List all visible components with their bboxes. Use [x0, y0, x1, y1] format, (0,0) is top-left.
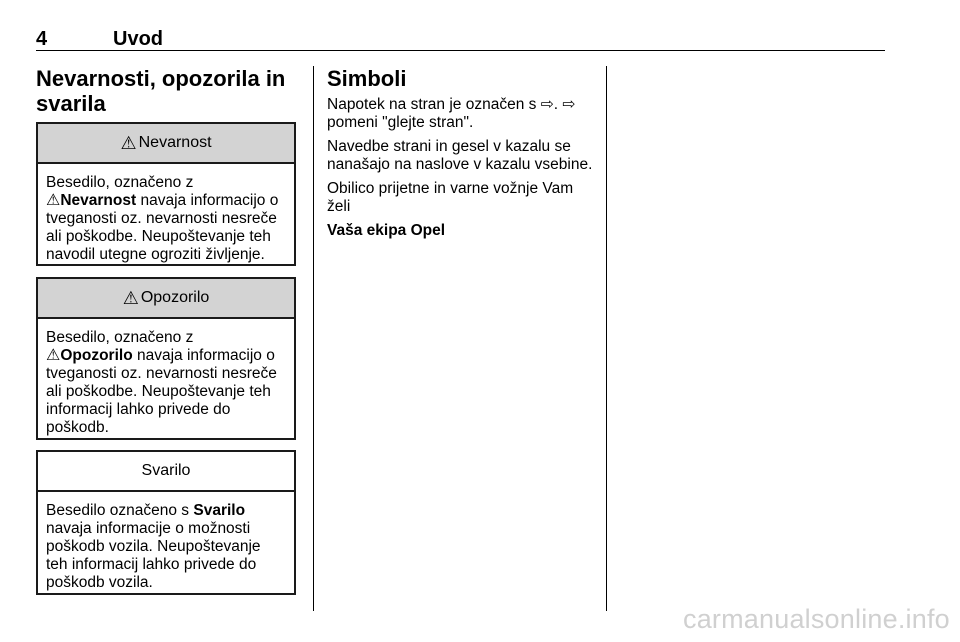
watermark: carmanualsonline.info	[683, 604, 950, 634]
notice-warning-prefix: Besedilo, označeno z	[46, 329, 194, 346]
symbols-paragraph-3: Obilico prijetne in varne vožnje Vam želi	[327, 180, 574, 215]
notice-danger-text: navaja informacijo o tveganosti oz. nevarnosti nesreče ali poškodbe. Neupoštevanje teh navodil utegne ogroziti življenje.	[46, 192, 279, 263]
symbols-text-b: .	[553, 96, 559, 113]
symbols-text-c: pomeni "glejte stran".	[327, 114, 474, 131]
symbols-text-a: Napotek na stran je označen s	[327, 96, 537, 113]
warning-triangle-icon: ⚠	[122, 287, 139, 308]
column-divider	[313, 66, 314, 611]
page-reference-icon: ⇨	[540, 96, 554, 113]
notice-warning-body	[38, 319, 294, 445]
notice-caution-text: navaja informacije o možnosti poškodb vozila. Neupoštevanje teh informacij lahko privede do poškodb vozila.	[46, 520, 261, 591]
chapter-title: Uvod	[113, 28, 163, 50]
notice-warning-header	[38, 279, 294, 319]
notice-caution-prefix: Besedilo označeno s	[46, 502, 190, 519]
notice-warning-text: navaja informacijo o tveganosti oz. nevarnosti nesreče ali poškodbe. Neupoštevanje teh informacij lahko privede do poškodb.	[46, 347, 277, 436]
warning-triangle-icon: ⚠	[46, 192, 61, 209]
notice-warning-title: Opozorilo	[140, 289, 210, 306]
column-divider	[606, 66, 607, 611]
notice-caution	[36, 450, 296, 595]
symbols-section	[327, 66, 595, 246]
notice-danger	[36, 122, 296, 266]
notice-danger-keyword: Nevarnost	[60, 192, 137, 209]
notice-caution-keyword: Svarilo	[193, 502, 246, 519]
notice-caution-title: Svarilo	[141, 462, 191, 479]
warning-triangle-icon: ⚠	[46, 347, 61, 364]
notice-caution-header	[38, 452, 294, 492]
symbols-title: Simboli	[327, 66, 407, 91]
warning-triangle-icon: ⚠	[120, 132, 137, 153]
notice-warning	[36, 277, 296, 440]
page-number: 4	[36, 28, 48, 50]
symbols-paragraph-2: Navedbe strani in gesel v kazalu se nanašajo na naslove v kazalu vsebine.	[327, 138, 593, 173]
notice-danger-title: Nevarnost	[138, 134, 212, 151]
section-title: Nevarnosti, opozorila in svarila	[36, 66, 286, 116]
symbols-paragraph-1	[327, 96, 595, 132]
notice-caution-body	[38, 492, 294, 600]
header-divider	[36, 50, 885, 51]
notice-danger-prefix: Besedilo, označeno z	[46, 174, 194, 191]
notice-danger-body	[38, 164, 294, 272]
signature: Vaša ekipa Opel	[327, 222, 446, 239]
page-reference-icon: ⇨	[562, 96, 576, 113]
notice-danger-header	[38, 124, 294, 164]
notice-warning-keyword: Opozorilo	[60, 347, 133, 364]
